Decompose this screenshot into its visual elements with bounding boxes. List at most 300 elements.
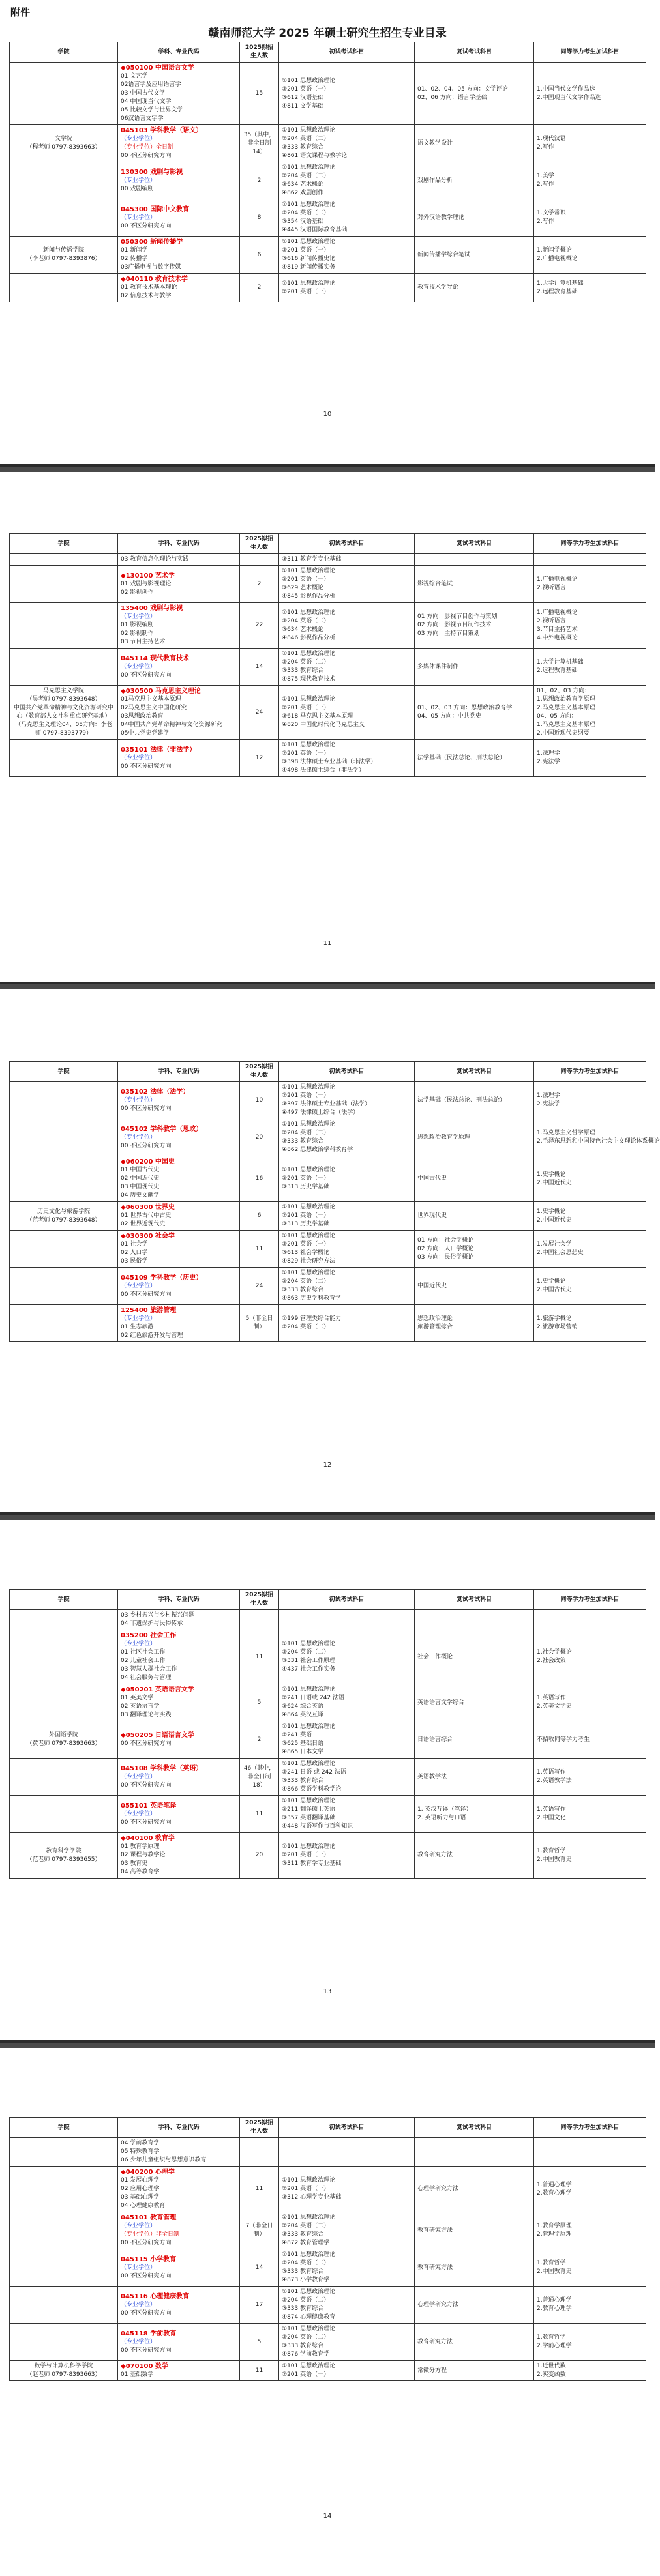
cell-line: 日语语言综合 xyxy=(417,1736,453,1743)
cell-line: ②201 英语（一） xyxy=(282,705,330,711)
cell-line: 2.旅游市场营销 xyxy=(537,1324,578,1330)
research-direction: 04 中国现当代文学 xyxy=(121,98,172,105)
exam-subjects-cell xyxy=(279,1202,415,1231)
school-line: 新闻与传播学院 xyxy=(42,247,84,254)
enrollment-count: 20 xyxy=(240,1119,279,1156)
cell-line: ②241 日语或 242 法语 xyxy=(282,1695,345,1701)
cell-line: 2.宪法学 xyxy=(537,1101,560,1107)
table-row xyxy=(10,1082,646,1119)
cell-line: 1.史学概论 xyxy=(537,1278,566,1285)
cell-line: ③333 教育综合 xyxy=(282,667,324,674)
enrollment-count: 20 xyxy=(240,1833,279,1879)
research-direction: （专业学位） xyxy=(121,2264,157,2271)
cell-line: 1.社会学概论 xyxy=(537,1649,572,1656)
equal-qualification-cell xyxy=(534,2249,646,2287)
school-line: （吴老师 0797-8393648） xyxy=(26,696,101,703)
cell-line: 2.中国文化 xyxy=(537,1815,566,1821)
major-name: ◆030300 社会学 xyxy=(121,1233,175,1240)
cell-line: 1.英语写作 xyxy=(537,1806,566,1813)
cell-line: ②201 英语（一） xyxy=(282,85,330,93)
cell-line: ①101 思想政治理论 xyxy=(282,1084,336,1090)
table-row xyxy=(10,686,646,740)
research-direction: 01 戏剧与影视理论 xyxy=(121,580,172,587)
retest-subjects-cell xyxy=(415,1796,534,1833)
research-direction: 05 特殊教育学 xyxy=(121,2148,160,2155)
retest-subjects-cell xyxy=(415,1202,534,1231)
cell-line: ①101 思想政治理论 xyxy=(282,696,336,703)
research-direction: 01 英美文学 xyxy=(121,1695,154,1701)
cell-line: ①101 思想政治理论 xyxy=(282,164,336,171)
enrollment-count: 5（非全日制） xyxy=(240,1305,279,1342)
school-cell xyxy=(10,1759,118,1796)
cell-line: 1.教育哲学 xyxy=(537,2260,566,2266)
exam-subjects-cell xyxy=(279,1833,415,1879)
equal-qualification-cell xyxy=(534,199,646,237)
column-header: 2025拟招生人数 xyxy=(240,1062,279,1082)
cell-line: 不招收同等学力考生 xyxy=(537,1736,590,1743)
equal-qualification-cell xyxy=(534,1630,646,1684)
research-direction: 02马克思主义中国化研究 xyxy=(121,705,187,711)
major-cell xyxy=(118,63,240,125)
cell-line: ①101 思想政治理论 xyxy=(282,1270,336,1276)
cell-line: ②211 翻译硕士英语 xyxy=(282,1806,336,1813)
exam-subjects-cell xyxy=(279,199,415,237)
research-direction: （专业学位） xyxy=(121,663,157,670)
research-direction: 03 乡村振兴与乡村振兴问题 xyxy=(121,1612,195,1618)
enrollment-count: 10 xyxy=(240,1082,279,1119)
cell-line: 1.普通心理学 xyxy=(537,2297,572,2304)
major-cell xyxy=(118,603,240,649)
column-header: 同等学力考生加试科目 xyxy=(534,534,646,554)
cell-line: ③634 艺术概论 xyxy=(282,626,324,633)
cell-line: ③333 教育综合 xyxy=(282,1778,324,1784)
research-direction: （专业学位） xyxy=(121,1773,157,1780)
exam-subjects-cell xyxy=(279,1630,415,1684)
enrollment-count: 6 xyxy=(240,237,279,274)
research-direction: 03思想政治教育 xyxy=(121,713,164,720)
research-direction: （专业学位） xyxy=(121,613,157,620)
cell-line: ③333 教育综合 xyxy=(282,1287,324,1293)
research-direction: 00 不区分研究方向 xyxy=(121,763,172,770)
cell-line: 1.新闻学概论 xyxy=(537,247,572,254)
school-line: 马克思主义学院 xyxy=(42,688,84,694)
cell-line: 教育研究方法 xyxy=(417,2338,453,2345)
table-row xyxy=(10,566,646,603)
cell-line: 2.实变函数 xyxy=(537,2371,566,2378)
school-line: （程老师 0797-8393663） xyxy=(26,144,101,151)
cell-line: 法学基础（民法总论、刑法总论） xyxy=(417,1096,506,1104)
cell-line: ④866 英语学科教学论 xyxy=(282,1786,342,1793)
cell-line: 2.视听语言 xyxy=(537,617,566,624)
cell-line: ③313 历史学基础 xyxy=(282,1221,330,1227)
retest-subjects-cell xyxy=(415,237,534,274)
equal-qualification-cell xyxy=(534,1721,646,1759)
column-header: 学科、专业代码 xyxy=(118,1062,240,1082)
cell-line: 2.中国教育史 xyxy=(537,1856,572,1863)
cell-line: ③333 教育综合 xyxy=(282,2305,324,2312)
table-row xyxy=(10,1684,646,1721)
equal-qualification-cell xyxy=(534,1268,646,1305)
major-name: 135400 戏剧与影视 xyxy=(121,605,183,612)
cell-line: 2.中国近代史 xyxy=(537,1179,572,1186)
table-row xyxy=(10,2287,646,2324)
research-direction: 02 传播学 xyxy=(121,256,148,262)
exam-subjects-cell xyxy=(279,1721,415,1759)
cell-line: 2.教育心理学 xyxy=(537,2305,572,2312)
research-direction: 00 不区分研究方向 xyxy=(121,2272,172,2279)
research-direction: 01 教育学原理 xyxy=(121,1843,160,1850)
cell-line: ③312 心理学专业基础 xyxy=(282,2194,342,2201)
table-row xyxy=(10,1759,646,1796)
cell-line: 常微分方程 xyxy=(417,2367,447,2374)
research-direction: （专业学位） xyxy=(121,1134,157,1141)
major-cell xyxy=(118,1684,240,1721)
cell-line: 心理学研究方法 xyxy=(417,2186,459,2192)
page-separator xyxy=(0,464,655,472)
equal-qualification-cell xyxy=(534,566,646,603)
equal-qualification-cell xyxy=(534,1082,646,1119)
cell-line: ④448 汉语写作与百科知识 xyxy=(282,1823,353,1830)
cell-line: ②204 英语（二） xyxy=(282,136,330,142)
cell-line: ①101 思想政治理论 xyxy=(282,1233,336,1239)
cell-line: ④862 思想政治学科教育学 xyxy=(282,1147,353,1153)
retest-subjects-cell xyxy=(415,1833,534,1879)
research-direction: 03 教育信息化理论与实践 xyxy=(121,556,189,563)
exam-subjects-cell xyxy=(279,63,415,125)
research-direction: （专业学位） xyxy=(121,1282,157,1289)
enrollment-count: 14 xyxy=(240,649,279,686)
cell-line: ①101 思想政治理论 xyxy=(282,1798,336,1804)
retest-subjects-cell xyxy=(415,554,534,566)
retest-subjects-cell xyxy=(415,2324,534,2361)
cell-line: 2.广播电视概论 xyxy=(537,256,578,262)
school-cell xyxy=(10,2324,118,2361)
major-name: 045115 小学教育 xyxy=(121,2255,177,2263)
table-header xyxy=(10,534,646,554)
equal-qualification-cell xyxy=(534,1759,646,1796)
table-row xyxy=(10,603,646,649)
enrollment-count: 2 xyxy=(240,566,279,603)
page-separator xyxy=(0,2040,655,2048)
research-direction: 03广播电视与数字传媒 xyxy=(121,264,181,271)
cell-line: ①101 思想政治理论 xyxy=(282,568,336,574)
cell-line: 2.毛泽东思想和中国特色社会主义理论体系概论 xyxy=(537,1138,660,1145)
enrollment-count: 11 xyxy=(240,2361,279,2381)
catalog-table xyxy=(9,1589,646,1879)
school-cell xyxy=(10,1833,118,1879)
research-direction: 01马克思主义基本原理 xyxy=(121,696,181,703)
major-cell xyxy=(118,1268,240,1305)
research-direction: 00 不区分研究方向 xyxy=(121,2347,172,2354)
page-13 xyxy=(0,1571,655,2027)
cell-line: ③616 新闻传播史论 xyxy=(282,256,336,262)
major-cell xyxy=(118,2138,240,2167)
cell-line: 2.写作 xyxy=(537,144,554,151)
research-direction: 01 发展心理学 xyxy=(121,2177,160,2184)
document-title: 赣南师范大学 2025 年硕士研究生招生专业目录 xyxy=(208,27,447,40)
research-direction: 04 历史文献学 xyxy=(121,1192,160,1199)
attachment-label: 附件 xyxy=(10,7,31,18)
major-name: ◆060200 中国史 xyxy=(121,1158,175,1165)
exam-subjects-cell xyxy=(279,1231,415,1268)
school-line: 历史文化与旅游学院 xyxy=(37,1208,90,1215)
exam-subjects-cell xyxy=(279,649,415,686)
major-cell xyxy=(118,1231,240,1268)
research-direction: 04 社会服务与管理 xyxy=(121,1675,172,1681)
cell-line: ③313 历史学基础 xyxy=(282,1184,330,1190)
major-name: 045114 现代教育技术 xyxy=(121,654,190,662)
school-cell xyxy=(10,649,118,686)
research-direction: 00 不区分研究方向 xyxy=(121,1105,172,1112)
table-row xyxy=(10,2167,646,2212)
cell-line: ④862 戏剧创作 xyxy=(282,190,324,196)
research-direction: （专业学位） xyxy=(121,1315,157,1322)
cell-line: ③357 英语翻译基础 xyxy=(282,1815,336,1821)
enrollment-count: 24 xyxy=(240,1268,279,1305)
school-cell xyxy=(10,1268,118,1305)
page-number: 13 xyxy=(323,1988,332,1995)
major-name: 055101 英语笔译 xyxy=(121,1802,177,1809)
cell-line: 心理学研究方法 xyxy=(417,2301,459,2308)
cell-line: 教育研究方法 xyxy=(417,2264,453,2271)
cell-line: ②204 英语（二） xyxy=(282,2260,330,2266)
research-direction: 02 应用心理学 xyxy=(121,2186,160,2192)
major-name: 045103 学科教学（语文） xyxy=(121,127,203,134)
cell-line: 1.史学概论 xyxy=(537,1208,566,1215)
cell-line: ③311 教育学专业基础 xyxy=(282,1860,342,1867)
cell-line: 1.中国当代文学作品选 xyxy=(537,85,595,93)
cell-line: 教育技术学导论 xyxy=(417,284,459,291)
research-direction: （专业学位） xyxy=(121,2223,157,2229)
enrollment-count: 11 xyxy=(240,2167,279,2212)
cell-line: ①199 管理类综合能力 xyxy=(282,1315,342,1322)
cell-line: ②204 英语（二） xyxy=(282,2223,330,2229)
cell-line: 2.中国社会思想史 xyxy=(537,1250,584,1256)
table-row xyxy=(10,1796,646,1833)
major-name: 045118 学前教育 xyxy=(121,2330,177,2337)
school-cell xyxy=(10,2249,118,2287)
equal-qualification-cell xyxy=(534,1156,646,1202)
enrollment-count: 2 xyxy=(240,162,279,199)
research-direction: 01 影视编剧 xyxy=(121,622,154,628)
cell-line: ③331 社会工作原理 xyxy=(282,1658,336,1664)
table-row xyxy=(10,649,646,686)
major-name: ◆030500 马克思主义理论 xyxy=(121,688,201,695)
research-direction: 00 不区分研究方向 xyxy=(121,2240,172,2246)
cell-line: 2.写作 xyxy=(537,181,554,188)
table-header xyxy=(10,2118,646,2138)
research-direction: 01 文艺学 xyxy=(121,73,148,80)
cell-line: 戏剧作品分析 xyxy=(417,177,453,184)
cell-line: ①101 思想政治理论 xyxy=(282,1641,336,1647)
equal-qualification-cell xyxy=(534,274,646,302)
cell-line: ③625 基础日语 xyxy=(282,1740,324,1747)
cell-line: ④497 法律硕士综合（法学） xyxy=(282,1109,359,1116)
school-cell xyxy=(10,603,118,649)
research-direction: （专业学位） xyxy=(121,177,157,184)
enrollment-count: 16 xyxy=(240,1156,279,1202)
cell-line: ②201 英语（一） xyxy=(282,750,330,757)
cell-line: ④863 历史学科教育学 xyxy=(282,1295,342,1302)
major-cell xyxy=(118,566,240,603)
cell-line: 新闻传播学综合笔试 xyxy=(417,251,471,258)
column-header: 复试考试科目 xyxy=(415,2118,534,2138)
cell-line: 影视综合笔试 xyxy=(417,580,453,587)
cell-line: ④865 日本文学 xyxy=(282,1749,324,1755)
major-name: 045101 教育管理 xyxy=(121,2214,177,2221)
cell-line: ③397 法律硕士专业基础（法学） xyxy=(282,1101,371,1107)
cell-line: 思想政治理论 xyxy=(417,1315,453,1322)
research-direction: 00 不区分研究方向 xyxy=(121,671,172,679)
cell-line: 1. 英汉互译（笔译） xyxy=(417,1806,472,1813)
major-cell xyxy=(118,2212,240,2249)
research-direction: 00 不区分研究方向 xyxy=(121,1781,172,1789)
cell-line: ④846 影视作品分析 xyxy=(282,634,336,641)
column-header: 学科、专业代码 xyxy=(118,1590,240,1610)
research-direction: 02 影视制作 xyxy=(121,630,154,637)
equal-qualification-cell xyxy=(534,125,646,162)
research-direction: 01 教育技术基本理论 xyxy=(121,284,177,291)
column-header: 初试考试科目 xyxy=(279,1062,415,1082)
cell-line: ②201 英语（一） xyxy=(282,1852,330,1858)
cell-line: 1.马克思主义哲学原理 xyxy=(537,1130,595,1136)
school-cell xyxy=(10,554,118,566)
cell-line: 01、02、03 方向：思想政治教育学 xyxy=(417,705,513,711)
cell-line: ③333 教育综合 xyxy=(282,2268,324,2275)
research-direction: 03 中国现代史 xyxy=(121,1184,160,1190)
major-name: 045108 学科教学（英语） xyxy=(121,1764,203,1772)
major-cell xyxy=(118,2249,240,2287)
column-header: 复试考试科目 xyxy=(415,1062,534,1082)
column-header: 2025拟招生人数 xyxy=(240,1590,279,1610)
cell-line: ④876 学前教育学 xyxy=(282,2351,330,2358)
research-direction: 01 基础数学 xyxy=(121,2371,154,2378)
cell-line: ①101 思想政治理论 xyxy=(282,1204,336,1210)
school-cell xyxy=(10,1610,118,1630)
cell-line: 4.中外电视概论 xyxy=(537,634,578,641)
cell-line: ②201 英语（一） xyxy=(282,1241,330,1248)
page-number: 14 xyxy=(323,2513,332,2520)
research-direction: 02 儿童社会工作 xyxy=(121,1658,166,1664)
cell-line: ②201 英语（一） xyxy=(282,1092,330,1099)
equal-qualification-cell xyxy=(534,554,646,566)
cell-line: 英语教学法 xyxy=(417,1773,447,1780)
enrollment-count: 17 xyxy=(240,2287,279,2324)
cell-line: 1.广播电视概论 xyxy=(537,609,578,616)
cell-line: 2.中国现当代文学作品选 xyxy=(537,94,601,101)
cell-line: 1.现代汉语 xyxy=(537,136,566,142)
cell-line: 3.节目主持艺术 xyxy=(537,626,578,633)
exam-subjects-cell xyxy=(279,603,415,649)
cell-line: 1.近世代数 xyxy=(537,2363,566,2369)
major-cell xyxy=(118,2167,240,2212)
school-cell xyxy=(10,237,118,274)
catalog-table xyxy=(9,533,646,777)
catalog-table xyxy=(9,2117,646,2381)
cell-line: ③333 教育综合 xyxy=(282,144,324,151)
page-number: 12 xyxy=(323,1461,332,1469)
major-name: 130300 戏剧与影视 xyxy=(121,168,183,176)
cell-line: ②241 日语 或 242 法语 xyxy=(282,1769,346,1776)
major-cell xyxy=(118,274,240,302)
cell-line: ②201 英语（一） xyxy=(282,288,330,295)
cell-line: ①101 思想政治理论 xyxy=(282,201,336,208)
cell-line: ①101 思想政治理论 xyxy=(282,1761,336,1767)
school-cell xyxy=(10,1796,118,1833)
cell-line: 1.史学概论 xyxy=(537,1171,566,1178)
cell-line: 语文教学设计 xyxy=(417,139,453,147)
retest-subjects-cell xyxy=(415,1759,534,1796)
research-direction: （专业学位） xyxy=(121,136,157,142)
exam-subjects-cell xyxy=(279,686,415,740)
cell-line: ③612 汉语基础 xyxy=(282,94,324,101)
cell-line: ④811 文学基础 xyxy=(282,102,324,110)
column-header: 2025拟招生人数 xyxy=(240,2118,279,2138)
research-direction: 01 新闻学 xyxy=(121,247,148,254)
cell-line: ④872 教育管理学 xyxy=(282,2240,330,2246)
cell-line: 1.普通心理学 xyxy=(537,2181,572,2188)
cell-line: ①101 思想政治理论 xyxy=(282,1167,336,1173)
cell-line: ②241 英语 xyxy=(282,1732,312,1738)
major-cell xyxy=(118,125,240,162)
column-header: 学科、专业代码 xyxy=(118,42,240,63)
column-header: 2025拟招生人数 xyxy=(240,42,279,63)
table-row xyxy=(10,1156,646,1202)
exam-subjects-cell xyxy=(279,2249,415,2287)
school-cell xyxy=(10,274,118,302)
cell-line: 01 方向：社会学概论 xyxy=(417,1237,474,1244)
cell-line: ③333 教育综合 xyxy=(282,1138,324,1145)
exam-subjects-cell xyxy=(279,566,415,603)
major-name: 045116 心理健康教育 xyxy=(121,2292,190,2300)
page-10 xyxy=(0,0,655,484)
research-direction: 01 世界古代中古史 xyxy=(121,1212,172,1219)
column-header: 初试考试科目 xyxy=(279,1590,415,1610)
retest-subjects-cell xyxy=(415,1721,534,1759)
cell-line: ②204 英语（二） xyxy=(282,2334,330,2341)
school-line: （范老师 0797-8393655） xyxy=(26,1856,101,1863)
enrollment-count: 22 xyxy=(240,603,279,649)
retest-subjects-cell xyxy=(415,1156,534,1202)
table-row xyxy=(10,237,646,274)
table-header xyxy=(10,1062,646,1082)
school-cell xyxy=(10,740,118,777)
cell-line: ②201 英语（一） xyxy=(282,2371,330,2378)
research-direction: 04 学前教育学 xyxy=(121,2140,160,2146)
major-name: ◆040200 心理学 xyxy=(121,2169,175,2176)
exam-subjects-cell xyxy=(279,2287,415,2324)
school-cell xyxy=(10,1082,118,1119)
major-name: 035101 法律（非法学） xyxy=(121,746,196,754)
cell-line: 01、02、03 方向： xyxy=(537,688,591,694)
research-direction: 00 不区分研究方向 xyxy=(121,2309,172,2317)
table-row xyxy=(10,1630,646,1684)
enrollment-count: 5 xyxy=(240,1684,279,1721)
column-header: 同等学力考生加试科目 xyxy=(534,2118,646,2138)
major-name: 050300 新闻传播学 xyxy=(121,239,183,246)
cell-line: ②204 英语（二） xyxy=(282,1649,330,1656)
major-cell xyxy=(118,1796,240,1833)
research-direction: （专业学位） xyxy=(121,1096,157,1104)
cell-line: 02 方向：人口学概论 xyxy=(417,1245,474,1252)
major-name: 045109 学科教学（历史） xyxy=(121,1274,203,1281)
equal-qualification-cell xyxy=(534,740,646,777)
cell-line: ①101 思想政治理论 xyxy=(282,127,336,134)
cell-line: 2.中国教育史 xyxy=(537,2268,572,2275)
cell-line: ④820 中国化时代化马克思主义 xyxy=(282,722,365,728)
research-direction: 03 基础心理学 xyxy=(121,2194,160,2201)
cell-line: ②201 英语（一） xyxy=(282,576,330,583)
